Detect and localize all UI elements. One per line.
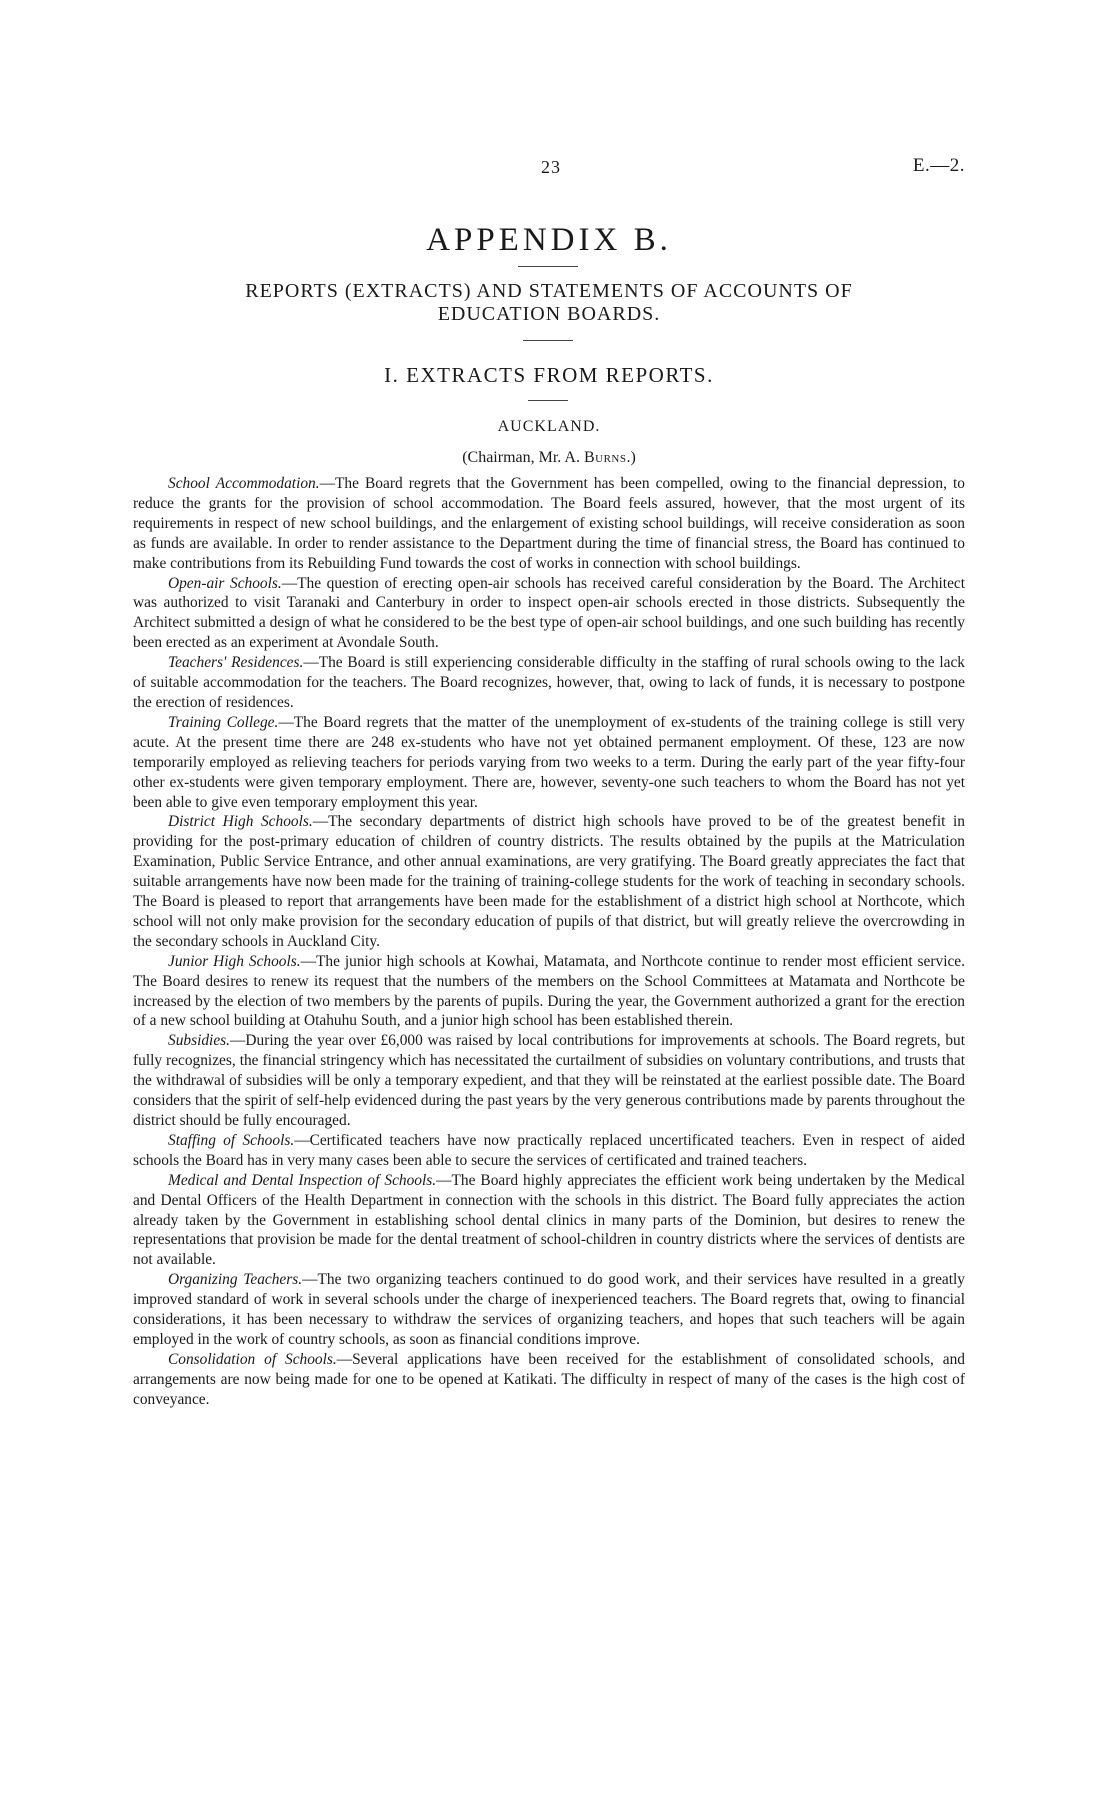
paragraph-heading: District High Schools. bbox=[168, 813, 313, 831]
paragraph-heading: Junior High Schools. bbox=[168, 952, 301, 970]
paragraph-text: —During the year over £6,000 was raised by local contributions for improvements at schools. The Board regrets, but fully recognizes, the financial stringency which has necessitated the curtailment of subsidies on voluntary contributions, and trusts that the withdrawal of subsidies will be only a temporary expedient, and that they will be reinstated at the earliest possible date. The Board considers that the spirit of self-help evidenced during the past years by the very generous contributions made by parents throughout the district should be fully encouraged. bbox=[133, 1032, 965, 1129]
chairman-line bbox=[133, 449, 965, 467]
paragraph-text: —The Board regrets that the Government has been compelled, owing to the financial depression, to reduce the grants for the provision of school accommodation. The Board feels assured, however, that the most urgent of its requirements in respect of new school buildings, and the enlargement of existing school buildings, will receive consideration as soon as funds are available. In order to render assistance to the Department during the time of financial stress, the Board has continued to make contributions from its Rebuilding Fund towards the cost of works in connection with school buildings. bbox=[133, 475, 966, 572]
divider bbox=[523, 340, 573, 341]
paragraph-text: —Certificated teachers have now practically replaced uncertificated teachers. Even in respect of aided schools the Board has in very many cases been able to secure the services of certificated and trained teachers. bbox=[133, 1131, 965, 1169]
paragraph bbox=[133, 713, 965, 813]
paragraph-heading: Training College. bbox=[168, 713, 279, 731]
paragraph bbox=[133, 1270, 965, 1350]
chairman-name: Burns bbox=[583, 449, 627, 466]
report-body bbox=[133, 474, 965, 1410]
paragraph-text: —The two organizing teachers continued to do good work, and their services have resulted in a greatly improved standard of work in several schools under the charge of inexperienced teachers. The Board regrets that, owing to financial considerations, it has been necessary to withdraw the services of organizing teachers, and hopes that such teachers will be again employed in the work of country schools, as soon as financial conditions improve. bbox=[133, 1271, 965, 1348]
paragraph bbox=[133, 653, 965, 713]
paragraph-heading: Subsidies. bbox=[168, 1032, 230, 1050]
paragraph bbox=[133, 1131, 965, 1171]
paragraph bbox=[133, 574, 965, 654]
paragraph-text: —The secondary departments of district high schools have proved to be of the greatest benefit in providing for the post-primary education of children of country districts. The results obtained by the pupils at the Matriculation Examination, Public Service Entrance, and other annual examinations, are very gratifying. The Board greatly appreciates the fact that suitable arrangements have now been made for the training of training-college students for the work of teaching in secondary schools. The Board is pleased to report that arrangements have been made for the establishment of a district high school at Northcote, which school will not only make provision for the secondary education of pupils of that district, but will greatly relieve the overcrowding in the secondary schools in Auckland City. bbox=[133, 813, 965, 950]
paragraph-heading: School Accommodation. bbox=[168, 475, 320, 492]
paragraph bbox=[133, 812, 965, 951]
section-heading: I. EXTRACTS FROM REPORTS. bbox=[384, 363, 714, 387]
paragraph-text: —Several applications have been received for the establishment of consolidated schools, and arrangements are now being made for one to be opened at Katikati. The difficulty in respect of many of the cases is the high cost of conveyance. bbox=[133, 1350, 966, 1408]
paragraph-heading: Organizing Teachers. bbox=[168, 1271, 303, 1289]
document-subtitle bbox=[133, 280, 965, 326]
paragraph bbox=[133, 952, 965, 1032]
paragraph-text: —The question of erecting open-air schools has received careful consideration by the Board. The Architect was authorized to visit Taranaki and Canterbury in order to inspect open-air schools erected in those districts. Subsequently the Architect submitted a design of what he considered to be the best type of open-air school buildings, and one such building has recently been erected as an experiment at Avondale South. bbox=[133, 574, 966, 652]
paragraph-text: —The junior high schools at Kowhai, Matamata, and Northcote continue to render most efficient service. The Board desires to renew its request that the numbers of the members on the School Committees at Matamata and Northcote be increased by the election of two members by the parents of pupils. During the year, the Government authorized a grant for the erection of a new school building at Otahuhu South, and a junior high school has been established therein. bbox=[133, 952, 965, 1030]
paragraph bbox=[133, 1171, 965, 1271]
divider bbox=[518, 266, 578, 267]
paragraph-heading: Consolidation of Schools. bbox=[168, 1350, 337, 1368]
subtitle-line: REPORTS (EXTRACTS) AND STATEMENTS OF ACCOUNTS OF bbox=[245, 280, 853, 302]
paragraph-heading: Open-air Schools. bbox=[168, 574, 282, 592]
subtitle-line: EDUCATION BOARDS. bbox=[437, 303, 661, 325]
paragraph-heading: Medical and Dental Inspection of Schools. bbox=[168, 1171, 437, 1189]
divider bbox=[528, 400, 568, 401]
paragraph bbox=[133, 1031, 965, 1131]
paragraph-heading: Teachers' Residences. bbox=[168, 654, 304, 672]
paragraph bbox=[133, 1350, 965, 1410]
paragraph-text: —The Board highly appreciates the efficient work being undertaken by the Medical and Dental Officers of the Health Department in connection with the schools in this district. The Board fully appreciates the action already taken by the Government in establishing school dental clinics in many parts of the Dominion, but desires to renew the representations that provision be made for the dental treatment of school-children in country districts where the services of dentists are not available. bbox=[133, 1171, 966, 1269]
document-reference: E.—2. bbox=[912, 155, 965, 176]
page-number: 23 bbox=[541, 157, 561, 177]
paragraph-text: —The Board regrets that the matter of the unemployment of ex-students of the training college is still very acute. At the present time there are 248 ex-students who have not yet obtained permanent employment. Of these, 123 are now temporarily employed as relieving teachers for periods varying from two weeks to a term. During the early part of the year fifty-four other ex-students were given temporary employment. There are, however, seventy-one such teachers to whom the Board has not yet been able to give even temporary employment this year. bbox=[133, 713, 965, 811]
chairman-prefix: (Chairman, Mr. A. bbox=[462, 449, 584, 466]
paragraph-heading: Staffing of Schools. bbox=[168, 1131, 295, 1149]
district-heading: AUCKLAND. bbox=[497, 418, 601, 435]
chairman-suffix: .) bbox=[626, 449, 636, 466]
paragraph bbox=[133, 474, 965, 574]
paragraph-text: —The Board is still experiencing considerable difficulty in the staffing of rural schools owing to the lack of suitable accommodation for the teachers. The Board recognizes, however, that, owing to lack of funds, it is necessary to postpone the erection of residences. bbox=[133, 654, 965, 711]
appendix-title: APPENDIX B. bbox=[426, 222, 672, 258]
